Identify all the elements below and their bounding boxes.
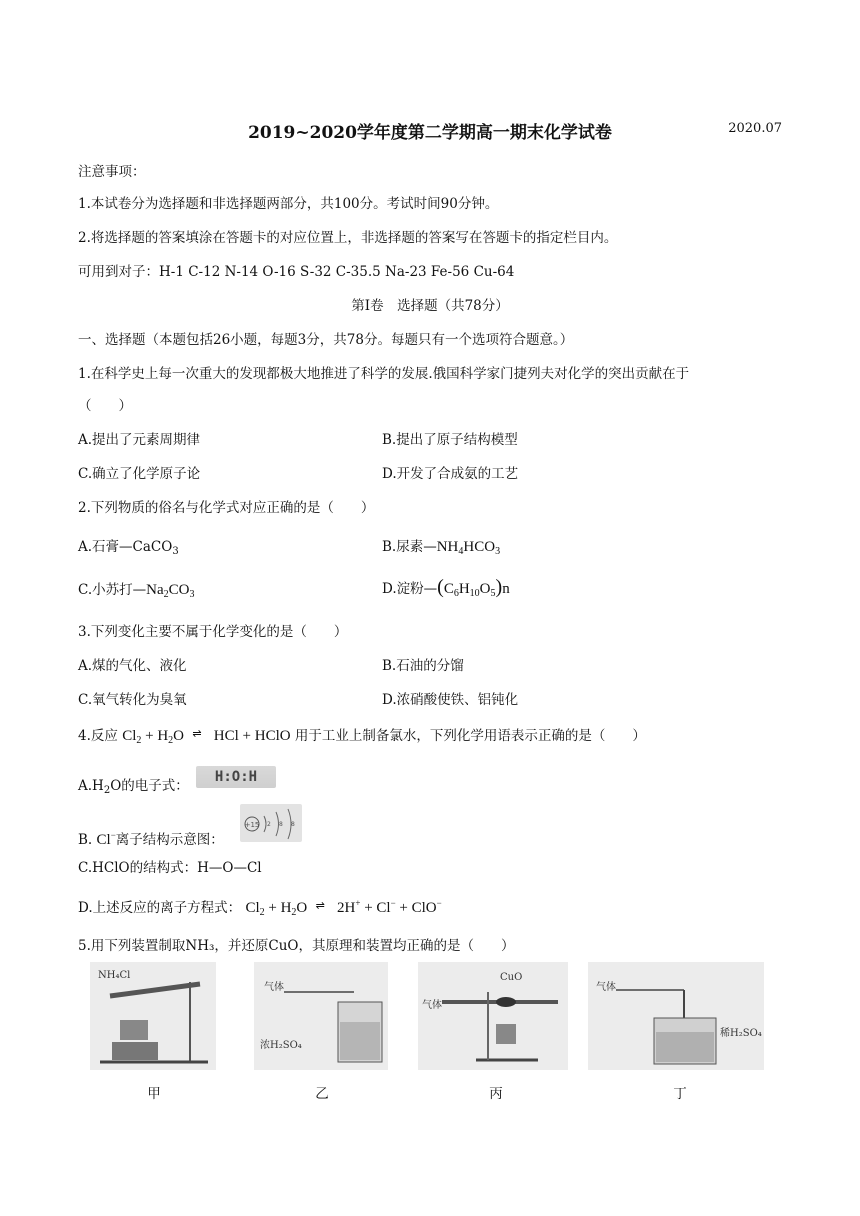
water-electron-formula-image: H:O:H — [196, 766, 276, 788]
apparatus-bing-image — [418, 962, 568, 1070]
svg-text:CuO: CuO — [500, 972, 523, 983]
label-yi: 乙 — [315, 1086, 329, 1102]
svg-text:8: 8 — [291, 821, 295, 828]
q3-option-c: C.氧气转化为臭氧 — [78, 692, 187, 708]
q4-option-b: B. Cl−离子结构示意图： — [78, 830, 224, 848]
q2-stem: 2.下列物质的俗名与化学式对应正确的是（ ） — [78, 500, 375, 516]
q3-stem: 3.下列变化主要不属于化学变化的是（ ） — [78, 624, 348, 640]
q4-option-a: $A.H_2O$的电子式： — [78, 778, 189, 796]
q2-option-a: A.石膏—CaCO$_3$ — [78, 539, 179, 557]
notice-line-2: 2.将选择题的答案填涂在答题卡的对应位置上，非选择题的答案写在答题卡的指定栏目内。 — [78, 230, 618, 246]
svg-text:气体: 气体 — [264, 982, 284, 993]
q2-option-d: D.淀粉$—(C_6H_{10}O_5)n$ — [382, 576, 510, 599]
svg-text:+15: +15 — [244, 821, 260, 829]
apparatus-ding-image — [588, 962, 764, 1070]
section-instruction: 一、选择题（本题包括26小题，每题3分，共78分。每题只有一个选项符合题意。） — [78, 332, 574, 348]
label-nh4cl: NH₄Cl — [98, 970, 131, 981]
q3-option-a: A.煤的气化、液化 — [78, 658, 187, 674]
q1-option-b: B.提出了原子结构模型 — [382, 432, 518, 448]
section-title: 第Ⅰ卷 选择题（共78分） — [351, 298, 509, 314]
notice-line-1: 1.本试卷分为选择题和非选择题两部分，共100分。考试时间90分钟。 — [78, 196, 499, 212]
chloride-ion-structure-image — [240, 804, 302, 842]
q1-option-a: A.提出了元素周期律 — [78, 432, 201, 448]
svg-text:2: 2 — [267, 821, 271, 828]
q1-paren: （ ） — [78, 398, 132, 414]
label-bing: 丙 — [489, 1086, 503, 1102]
svg-text:稀H₂SO₄: 稀H₂SO₄ — [720, 1028, 762, 1039]
q4-option-d: D.上述反应的离子方程式： $Cl_2 + H_2O$ ⇌ 2H+ + Cl− + ClO− — [78, 898, 442, 918]
q3-option-b: B.石油的分馏 — [382, 658, 464, 674]
page-title: 2019~2020学年度第二学期高一期末化学试卷 — [248, 123, 612, 143]
atomic-masses: 可用到对子：H-1 C-12 N-14 O-16 S-32 C-35.5 Na-23 Fe-56 Cu-64 — [78, 264, 515, 280]
label-jia: 甲 — [147, 1086, 161, 1102]
q2-option-c: C.小苏打$—Na_2CO_3$ — [78, 582, 195, 600]
q1-option-c: C.确立了化学原子论 — [78, 466, 201, 482]
apparatus-yi-image — [254, 962, 388, 1070]
svg-text:气体: 气体 — [422, 1000, 442, 1011]
q3-option-d: D.浓硝酸使铁、铝钝化 — [382, 692, 519, 708]
svg-text:8: 8 — [279, 821, 283, 828]
q1-option-d: D.开发了合成氨的工艺 — [382, 466, 519, 482]
notice-heading: 注意事项： — [78, 164, 146, 180]
q2-option-b: B.尿素$—NH_4HCO_3$ — [382, 539, 501, 557]
apparatus-jia-image — [90, 962, 216, 1070]
label-ding: 丁 — [673, 1086, 687, 1102]
q4-option-c: C.HClO的结构式：H—O—Cl — [78, 860, 262, 876]
q1-stem: 1.在科学史上每一次重大的发现都极大地推进了科学的发展.俄国科学家门捷列夫对化学的突出贡献在于 — [78, 366, 690, 382]
svg-text:气体: 气体 — [596, 982, 616, 993]
q5-stem: 5.用下列装置制取NH₃，并还原CuO，其原理和装置均正确的是（ ） — [78, 938, 515, 954]
svg-text:浓H₂SO₄: 浓H₂SO₄ — [260, 1040, 302, 1051]
q4-stem: 4.反应 $Cl_2 + H_2O$ ⇌ HCl + HClO 用于工业上制备氯水，下列化学用语表示正确的是（ ） — [78, 728, 646, 746]
exam-date: 2020.07 — [728, 121, 782, 136]
